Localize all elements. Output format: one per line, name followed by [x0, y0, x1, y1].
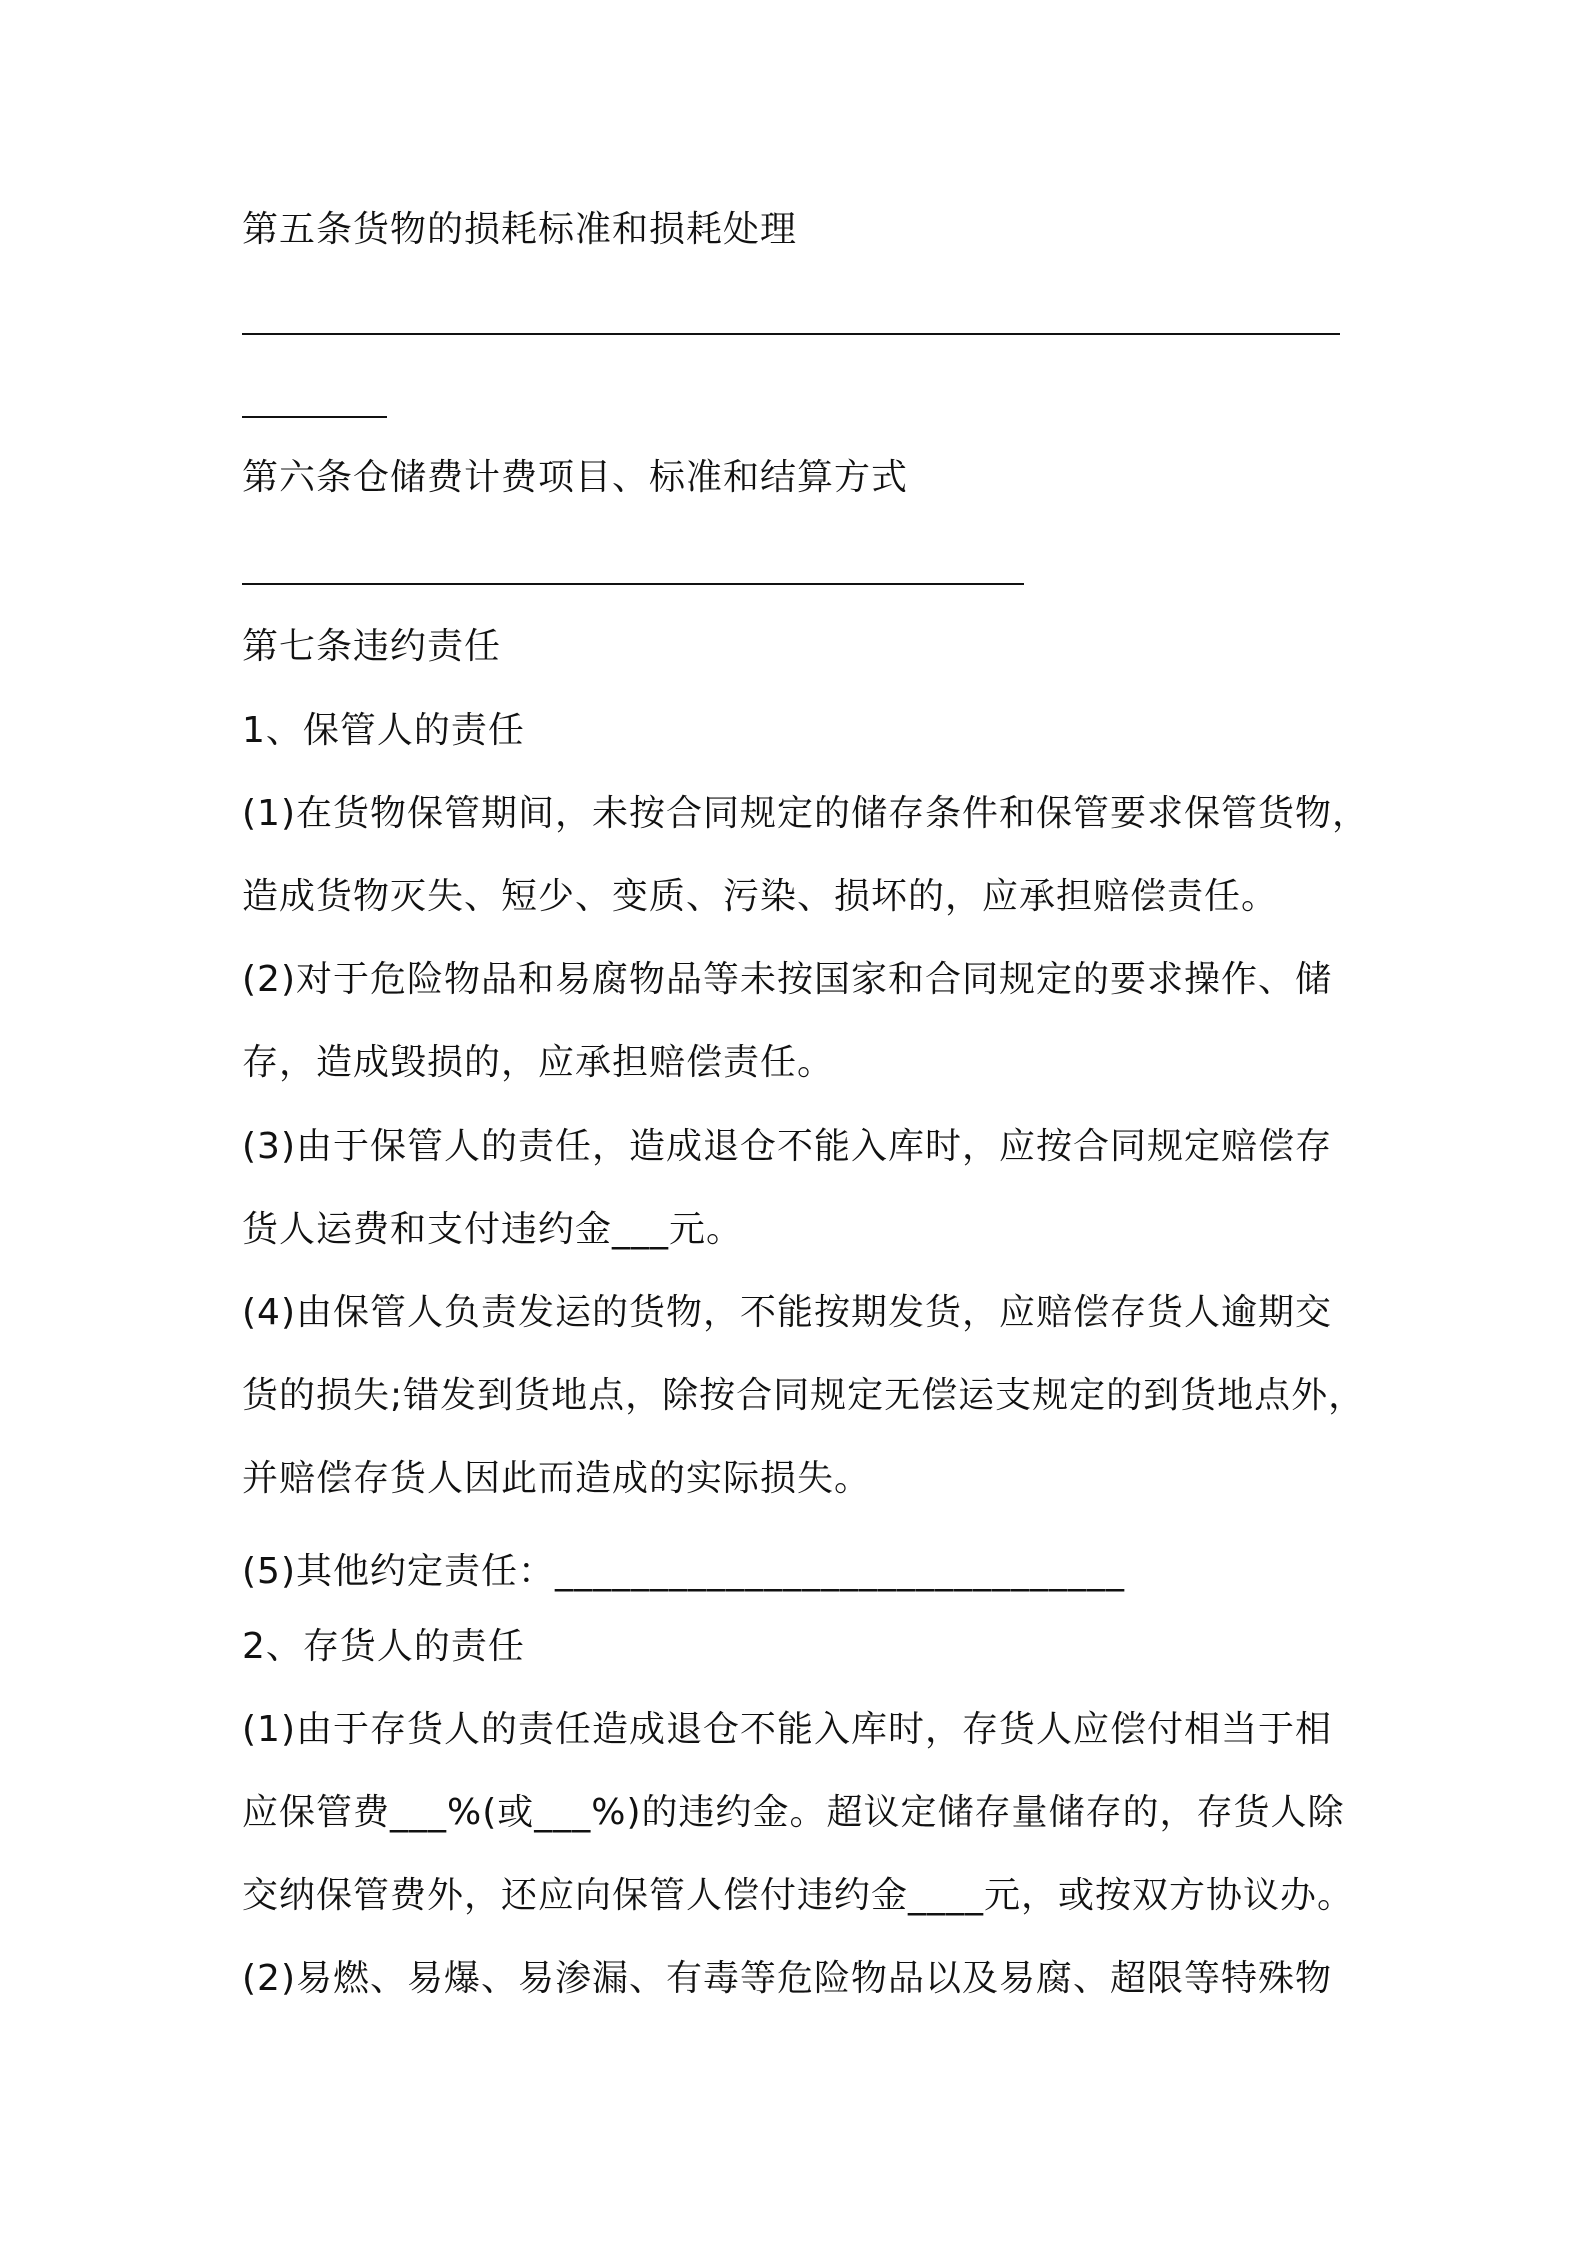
s1-item4-line3: 并赔偿存货人因此而造成的实际损失。 [242, 1458, 872, 1499]
section2-heading: 2、存货人的责任 [242, 1626, 525, 1667]
s2-item1-line2: 应保管费___%(或___%)的违约金。超议定储存量储存的，存货人除 [242, 1792, 1345, 1833]
section1-heading: 1、保管人的责任 [242, 710, 525, 751]
article5-title: 第五条货物的损耗标准和损耗处理 [242, 209, 798, 250]
s1-item4-line1: (4)由保管人负责发运的货物，不能按期发货，应赔偿存货人逾期交 [242, 1292, 1332, 1333]
s2-item1-line1: (1)由于存货人的责任造成退仓不能入库时，存货人应偿付相当于相 [242, 1709, 1332, 1750]
article5-blank-line-2 [242, 416, 387, 418]
s1-item2-line2: 存，造成毁损的，应承担赔偿责任。 [242, 1042, 835, 1083]
s1-item2-line1: (2)对于危险物品和易腐物品等未按国家和合同规定的要求操作、储 [242, 959, 1332, 1000]
s1-item3-line1: (3)由于保管人的责任，造成退仓不能入库时，应按合同规定赔偿存 [242, 1126, 1332, 1167]
s2-item2-line1: (2)易燃、易爆、易渗漏、有毒等危险物品以及易腐、超限等特殊物 [242, 1958, 1332, 1999]
s1-item4-line2: 货的损失;错发到货地点，除按合同规定无偿运支规定的到货地点外， [242, 1375, 1366, 1416]
article6-blank-line [242, 583, 1024, 585]
article7-title: 第七条违约责任 [242, 626, 502, 667]
s1-item3-line2: 货人运费和支付违约金___元。 [242, 1209, 744, 1250]
article5-blank-line-1 [242, 333, 1340, 335]
s1-item5: (5)其他约定责任：______________________________ [242, 1551, 1125, 1592]
s1-item1-line2: 造成货物灭失、短少、变质、污染、损坏的，应承担赔偿责任。 [242, 876, 1279, 917]
article6-title: 第六条仓储费计费项目、标准和结算方式 [242, 457, 909, 498]
s1-item1-line1: (1)在货物保管期间，未按合同规定的储存条件和保管要求保管货物， [242, 793, 1369, 834]
s2-item1-line3: 交纳保管费外，还应向保管人偿付违约金____元，或按双方协议办。 [242, 1875, 1355, 1916]
